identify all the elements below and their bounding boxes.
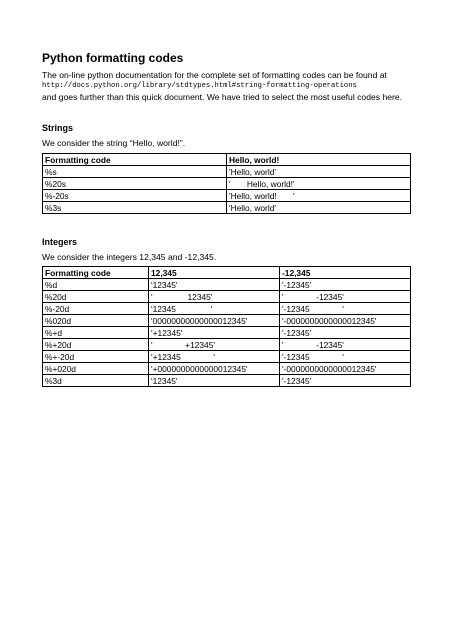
documentation-url: http://docs.python.org/library/stdtypes.html#string-formatting-operations <box>42 82 357 90</box>
format-code-cell: %020d <box>43 315 149 327</box>
page-title: Python formatting codes <box>42 51 184 65</box>
table-row <box>43 315 411 327</box>
format-code-cell: %-20s <box>43 190 227 202</box>
column-header: Formatting code <box>43 154 227 166</box>
table-header-row <box>43 154 411 166</box>
negative-result-cell: '-12345' <box>280 375 411 387</box>
strings-table <box>42 153 411 214</box>
positive-result-cell: '+12345 ' <box>149 351 280 363</box>
table-row <box>43 339 411 351</box>
result-cell: ' Hello, world!' <box>227 178 411 190</box>
format-code-cell: %+20d <box>43 339 149 351</box>
column-header: -12,345 <box>280 267 411 279</box>
negative-result-cell: '-12345 ' <box>280 303 411 315</box>
integers-description: We consider the integers 12,345 and -12,345. <box>42 252 217 262</box>
table-row <box>43 190 411 202</box>
negative-result-cell: '-12345' <box>280 279 411 291</box>
positive-result-cell: '12345' <box>149 279 280 291</box>
format-code-cell: %20s <box>43 178 227 190</box>
strings-heading: Strings <box>42 123 74 133</box>
positive-result-cell: '12345 ' <box>149 303 280 315</box>
format-code-cell: %d <box>43 279 149 291</box>
table-header-row <box>43 267 411 279</box>
table-row <box>43 279 411 291</box>
table-row <box>43 291 411 303</box>
positive-result-cell: '00000000000000012345' <box>149 315 280 327</box>
table-row <box>43 202 411 214</box>
result-cell: 'Hello, world' <box>227 166 411 178</box>
result-cell: 'Hello, world! ' <box>227 190 411 202</box>
column-header: 12,345 <box>149 267 280 279</box>
integers-heading: Integers <box>42 237 78 247</box>
format-code-cell: %s <box>43 166 227 178</box>
format-code-cell: %-20d <box>43 303 149 315</box>
positive-result-cell: '+12345' <box>149 327 280 339</box>
positive-result-cell: '12345' <box>149 375 280 387</box>
format-code-cell: %20d <box>43 291 149 303</box>
format-code-cell: %3d <box>43 375 149 387</box>
intro-continuation: and goes further than this quick document. We have tried to select the most useful codes here. <box>42 92 403 102</box>
format-code-cell: %3s <box>43 202 227 214</box>
format-code-cell: %+d <box>43 327 149 339</box>
table-row <box>43 351 411 363</box>
intro-line: The on-line python documentation for the complete set of formatting codes can be found at <box>42 70 387 80</box>
table-row <box>43 363 411 375</box>
format-code-cell: %+-20d <box>43 351 149 363</box>
table-row <box>43 327 411 339</box>
format-code-cell: %+020d <box>43 363 149 375</box>
result-cell: 'Hello, world' <box>227 202 411 214</box>
table-row <box>43 303 411 315</box>
table-row <box>43 166 411 178</box>
negative-result-cell: '-0000000000000012345' <box>280 315 411 327</box>
strings-description: We consider the string “Hello, world!”. <box>42 138 186 148</box>
negative-result-cell: ' -12345' <box>280 291 411 303</box>
table-row <box>43 375 411 387</box>
integers-table <box>42 266 411 387</box>
table-row <box>43 178 411 190</box>
negative-result-cell: '-12345' <box>280 327 411 339</box>
negative-result-cell: ' -12345' <box>280 339 411 351</box>
intro-paragraph <box>42 70 414 103</box>
positive-result-cell: ' 12345' <box>149 291 280 303</box>
positive-result-cell: '+0000000000000012345' <box>149 363 280 375</box>
negative-result-cell: '-0000000000000012345' <box>280 363 411 375</box>
column-header: Hello, world! <box>227 154 411 166</box>
column-header: Formatting code <box>43 267 149 279</box>
negative-result-cell: '-12345 ' <box>280 351 411 363</box>
positive-result-cell: ' +12345' <box>149 339 280 351</box>
